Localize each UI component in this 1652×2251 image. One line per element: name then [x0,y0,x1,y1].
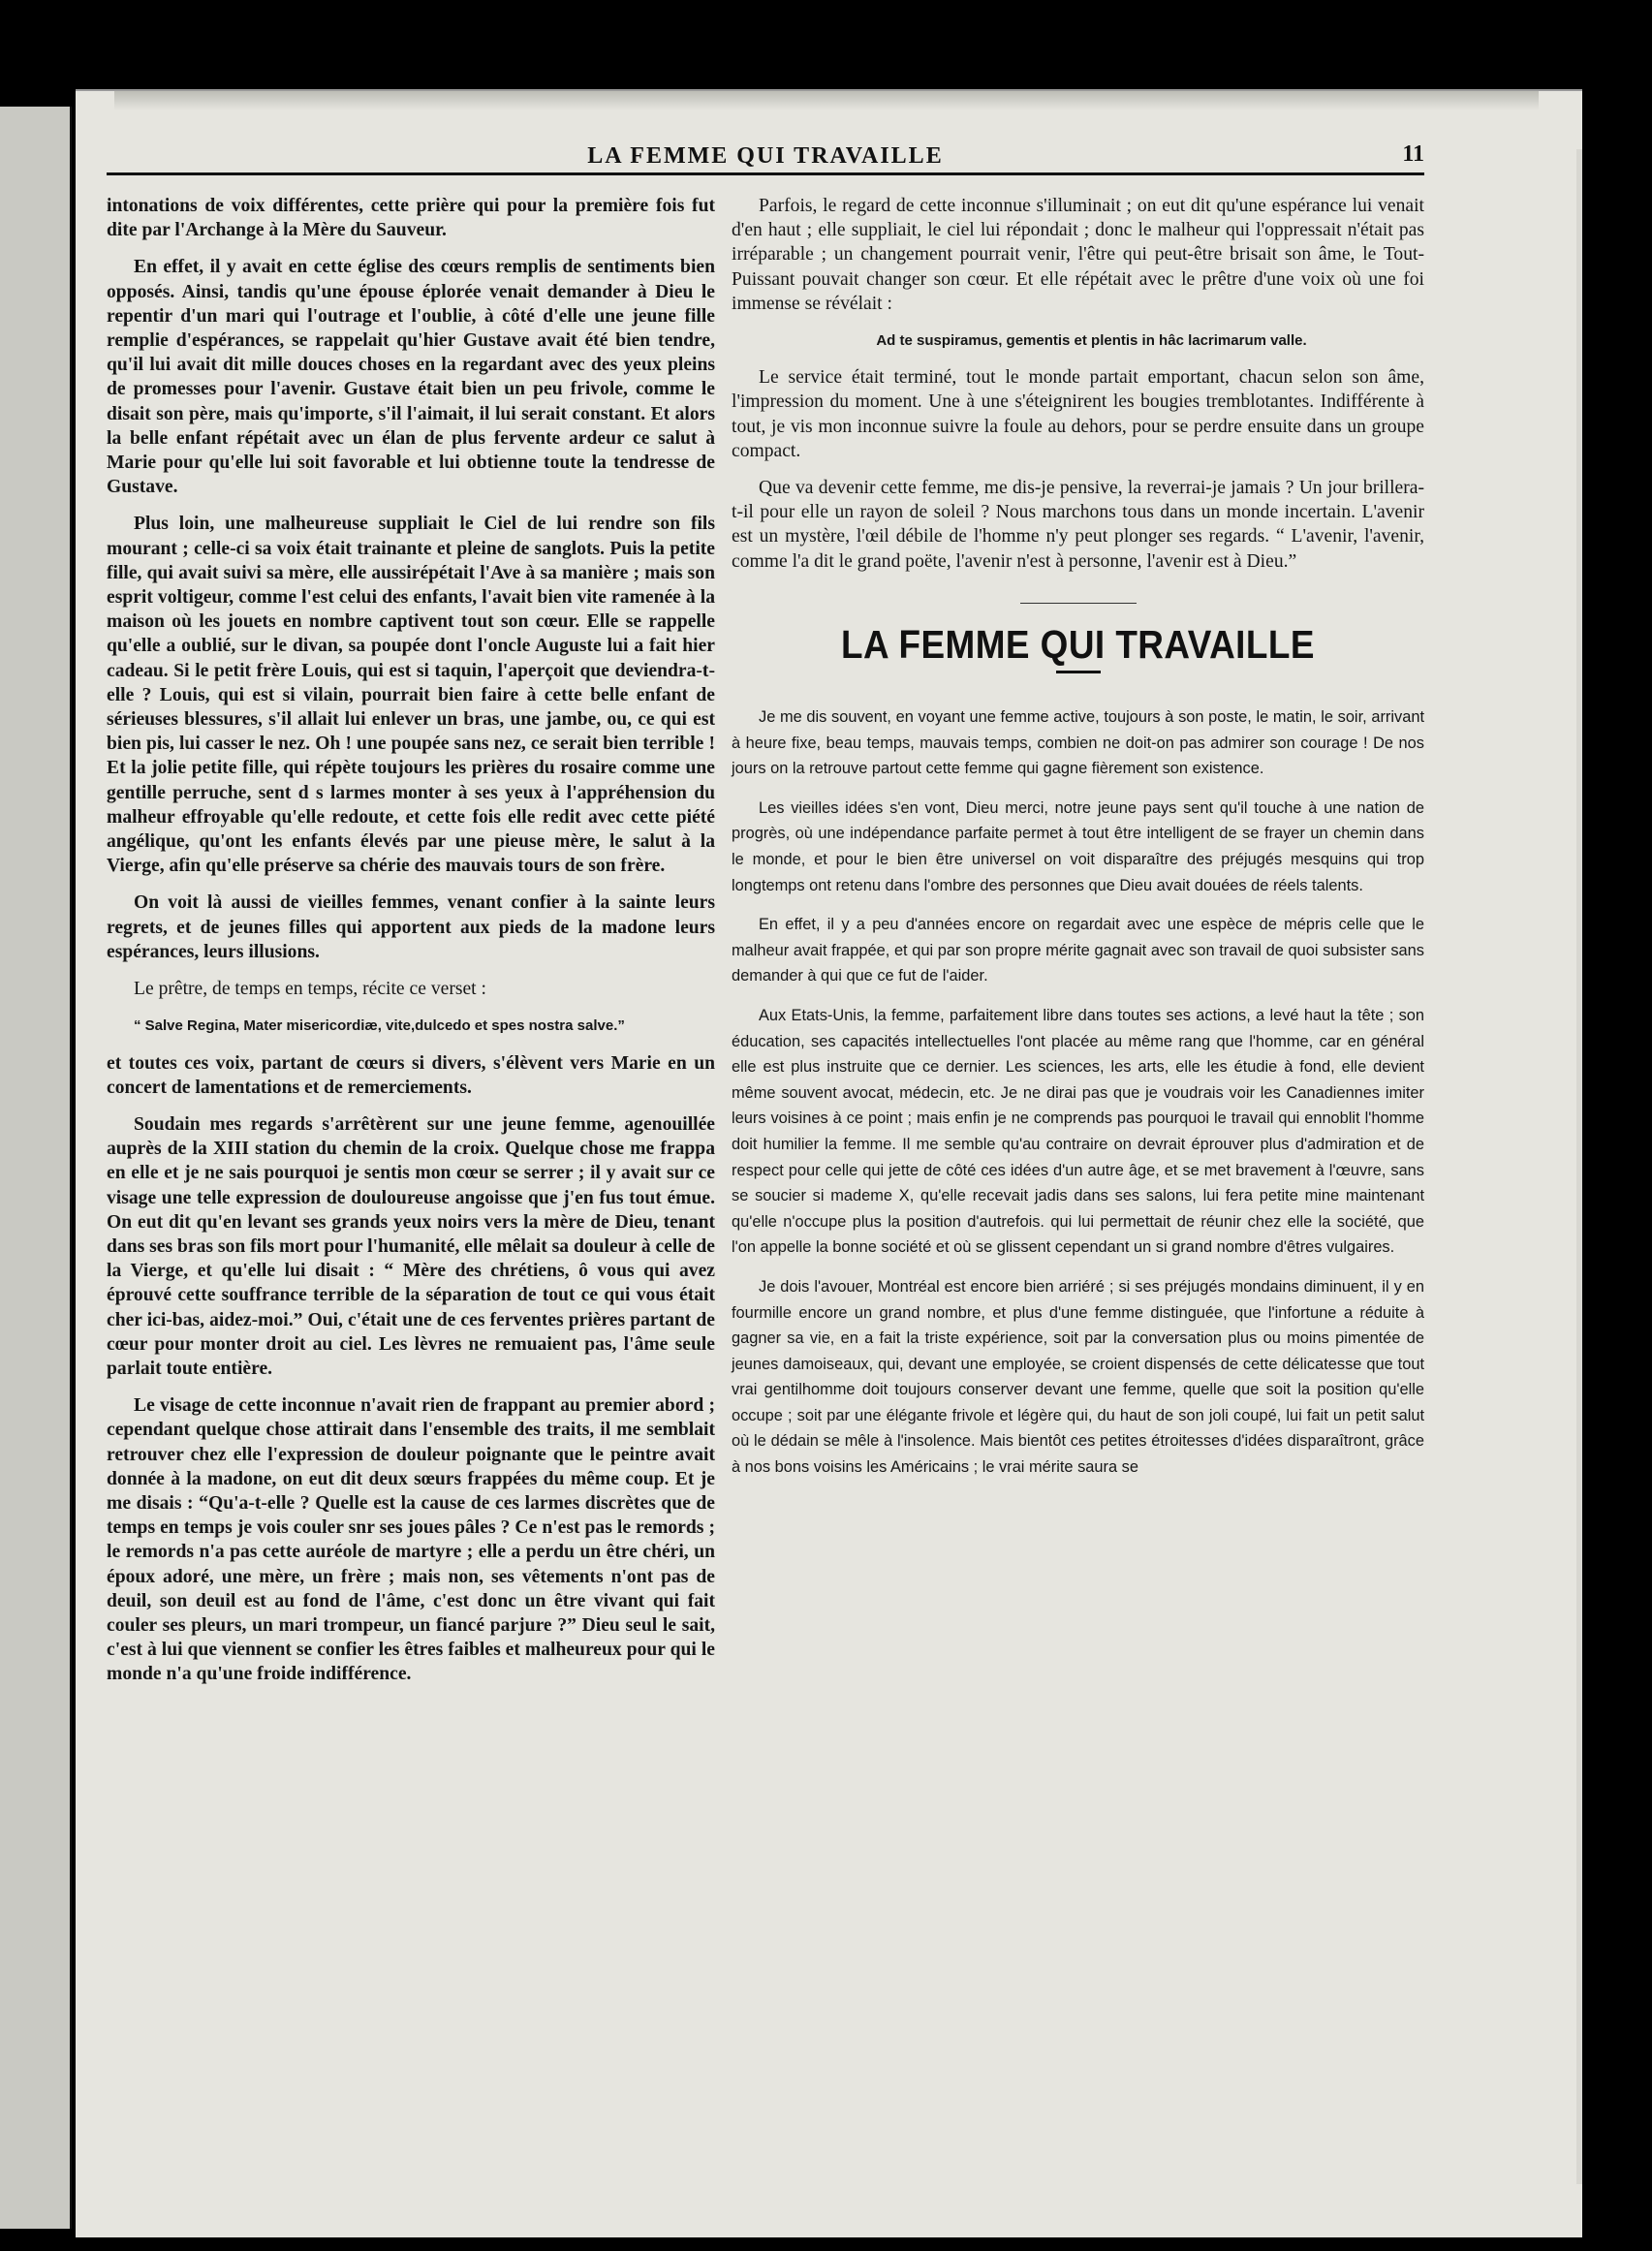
paragraph: Le service était terminé, tout le monde partait emportant, chacun selon son âme, l'impression du moment. Une à une s'éteignirent les bougies tremblotantes. Indifférente à tout, je vis mon inconnue suivre la foule au dehors, pour se perdre ensuite dans un groupe compact. [732,367,1424,461]
paragraph: Plus loin, une malheureuse suppliait le Ciel de lui rendre son fils mourant ; celle-ci sa voix était trainante et pleine de sanglots. Puis la petite fille, qui avait suivi sa mère, elle aussirépétait l'Ave à sa manière ; mais son esprit voltigeur, comme l'est celui des enfants, l'avait bien vite ramenée à la maison où les jouets en nombre captivent tout son cœur. Elle se rappelle qu'elle a oublié, sur le divan, sa poupée dont l'oncle Auguste lui a fait hier cadeau. Si le petit frère Louis, qui est si taquin, l'aperçoit que deviendra-t-elle ? Louis, qui est si vilain, pourrait bien faire à cette belle enfant de sérieuses blessures, s'il allait lui enlever un bras, une jambe, ou, ce qui est bien pis, lui casser le nez. Oh ! une poupée sans nez, ce serait bien terrible ! Et la jolie petite fille, qui répète toujours les prières du rosaire comme une gentille perruche, sent d s larmes monter à ses yeux à l'appréhension du malheur effroyable qu'elle redoute, et cette fois elle redit avec cette piété angélique, qu'ont les enfants élevés par une pieuse mère, le salut à la Vierge, afin qu'elle préserve sa chérie des mauvais tours de son frère. [107,514,715,877]
page-right-edge [1576,149,1582,2184]
paragraph: Je me dis souvent, en voyant une femme active, toujours à son poste, le matin, le soir, arrivant à heure fixe, beau temps, mauvais temps, combien ne doit-on pas admirer son courage ! De nos jours on la retrouve partout cette femme qui gagne fièrement son existence. [732,708,1424,778]
paragraph: On voit là aussi de vieilles femmes, venant confier à la sainte leurs regrets, et de jeunes filles qui apportent aux pieds de la madone leurs espérances, leurs illusions. [107,892,715,962]
paragraph: Aux Etats-Unis, la femme, parfaitement libre dans toutes ses actions, a levé haut la tête ; son éducation, ses capacités intellectuelles l'ont placée au même rang que l'homme, car en général elle est plus instruite que ce dernier. Les sciences, les arts, elle les étudie à fond, elle devient même souvent avocat, médecin, etc. Je ne dirai pas que je voudrais voir les Canadiennes imiter leurs voisines à ce point ; mais enfin je ne comprends pas pourquoi le travail qui ennoblit l'homme doit humilier la femme. Il me semble qu'au contraire on devrait éprouver plus d'admiration et de respect pour celle qui jette de côté ces idées d'un autre âge, et se met bravement à l'œuvre, sans se soucier si mademe X, qu'elle recevait jadis dans ses salons, lui fera petite mine maintenant qu'elle n'occupe plus la position d'autrefois. qui lui permettait de réunir chez elle la société, que l'on appelle la bonne société et où se glissent cependant un si grand nombre d'êtres vulgaires. [732,1006,1424,1257]
paragraph: En effet, il y avait en cette église des cœurs remplis de sentiments bien opposés. Ainsi, tandis qu'une épouse éplorée venait demander à Dieu le repentir d'un mari qui l'outrage et l'oublie, à côté d'elle une jeune fille remplie d'espérances, se rappelait qu'hier Gustave avait été bien tendre, qu'il lui avait dit mille douces choses en la regardant avec des yeux pleins de promesses pour l'avenir. Gustave était bien un peu frivole, comme le disait son père, mais qu'importe, s'il l'aimait, il lui serait constant. Et alors la belle enfant répétait avec un élan de plus fervente ardeur ce salut à Marie pour qu'elle lui soit favorable et lui obtienne toute la tendresse de Gustave. [107,257,715,498]
paragraph: Le prêtre, de temps en temps, récite ce verset : [134,979,486,1000]
page-top-edge [114,91,1539,110]
paragraph: Le visage de cette inconnue n'avait rien de frappant au premier abord ; cependant quelque chose attirait dans l'ensemble des traits, il me semblait retrouver chez elle l'expression de douleur poignante que le peintre avait donnée à la madone, on eut dit deux sœurs frappées du même coup. Et je me disais : “Qu'a-t-elle ? Quelle est la cause de ces larmes discrètes que de temps en temps je vois couler snr ses joues pâles ? Ce n'est pas le remords ; le remords n'a pas cette auréole de martyre ; elle a perdu un être chéri, un époux adoré, une mère, un frère ; mais non, ses vêtements n'ont pas de deuil, son deuil est au fond de l'âme, c'est donc un être vivant qui fait couler ses pleurs, un mari trompeur, un fiancé parjure ?” Dieu seul le sait, c'est à lui que viennent se confier les êtres faibles et malheureux pour qui le monde n'a qu'une froide indifférence. [107,1395,715,1685]
section-divider [1020,603,1137,604]
facing-page-edge [0,107,72,2229]
paragraph: Que va devenir cette femme, me dis-je pensive, la reverrai-je jamais ? Un jour brillera-t-il pour elle un rayon de soleil ? Nous marchons tous dans un monde incertain. L'avenir est un mystère, l'œil débile de l'homme n'y peut plonger ses regards. “ L'avenir, l'avenir, comme l'a dit le grand poëte, l'avenir n'est à personne, l'avenir est à Dieu.” [732,478,1424,572]
title-dash [1056,671,1101,673]
article-body [732,704,1424,1481]
page-number: 11 [1402,141,1424,167]
paragraph: En effet, il y a peu d'années encore on regardait avec une espèce de mépris celle que le malheur avait frappée, et qui par son propre mérite gagnait avec son travail de quoi subsister sans demander à qui que ce fut de l'aider. [732,916,1424,985]
left-column [107,194,715,1700]
paragraph: Soudain mes regards s'arrêtèrent sur une jeune femme, agenouillée auprès de la XIII station du chemin de la croix. Quelque chose me frappa en elle et je ne sais pourquoi je sentis mon cœur se serrer ; il y avait sur ce visage une telle expression de douloureuse angoisse que j'en fus tout émue. On eut dit qu'en levant ses grands yeux noirs vers la mère de Dieu, tenant dans ses bras son fils mort pour l'humanité, elle mêlait sa douleur à celle de la Vierge, et qu'elle lui disait : “ Mère des chrétiens, ô vous qui avez éprouvé cette souffrance terrible de la séparation de tout ce qui vous était cher ici-bas, aidez-moi.” Oui, c'était une de ces ferventes prières partant de cœur pour monter droit au ciel. Les lèvres ne remuaient pas, l'âme seule parlait toute entière. [107,1113,715,1379]
latin-verse: Ad te suspiramus, gementis et plentis in hâc lacrimarum valle. [876,332,1307,350]
latin-verse: “ Salve Regina, Mater misericordiæ, vite,dulcedo et spes nostra salve.” [134,1017,625,1035]
paragraph: et toutes ces voix, partant de cœurs si divers, s'élèvent vers Marie en un concert de lamentations et de remerciements. [107,1052,715,1098]
article-title: LA FEMME QUI TRAVAILLE [841,621,1315,667]
right-column [732,194,1424,1494]
running-title: LA FEMME QUI TRAVAILLE [587,143,944,169]
paragraph: Parfois, le regard de cette inconnue s'illuminait ; on eut dit qu'une espérance lui venait d'en haut ; elle suppliait, le ciel lui répondait ; donc le malheur qui l'oppressait n'était pas irréparable ; un changement pourrait venir, l'être qui peut-être brisait son âme, le Tout-Puissant pouvait changer son cœur. Et elle répétait avec le prêtre d'une voix où une foi immense se révélait : [732,196,1424,314]
paragraph: Je dois l'avouer, Montréal est encore bien arriéré ; si ses préjugés mondains diminuent, il y en fourmille encore un grand nombre, et plus d'une femme distinguée, que l'infortune a réduite à gagner sa vie, en a fait la triste expérience, soit par la conversation plus ou moins pimentée de jeunes damoiseaux, qui, devant une employée, se croient dispensés de cette délicatesse que tout vrai gentilhomme doit toujours conserver devant une femme, quelle que soit la position qu'elle occupe ; soit par une élégante frivole et légère qui, du haut de son joli coupé, lui fait un petit salut où le dédain se mêle à l'insolence. Mais bientôt ces petites étroitesses d'idées disparaîtront, grâce à nos bons voisins les Américains ; le vrai mérite saura se [732,1277,1424,1477]
running-header [107,143,1424,175]
paragraph: intonations de voix différentes, cette prière qui pour la première fois fut dite par l'Archange à la Mère du Sauveur. [107,196,715,241]
paragraph: Les vieilles idées s'en vont, Dieu merci, notre jeune pays sent qu'il touche à une nation de progrès, où une indépendance parfaite permet à tout être intelligent de se frayer un chemin dans le monde, et pour le bien être universel on voit disparaître des préjugés mesquins qui trop longtemps ont retenu dans l'ombre des personnes que Dieu avait douées de réels talents. [732,798,1424,894]
